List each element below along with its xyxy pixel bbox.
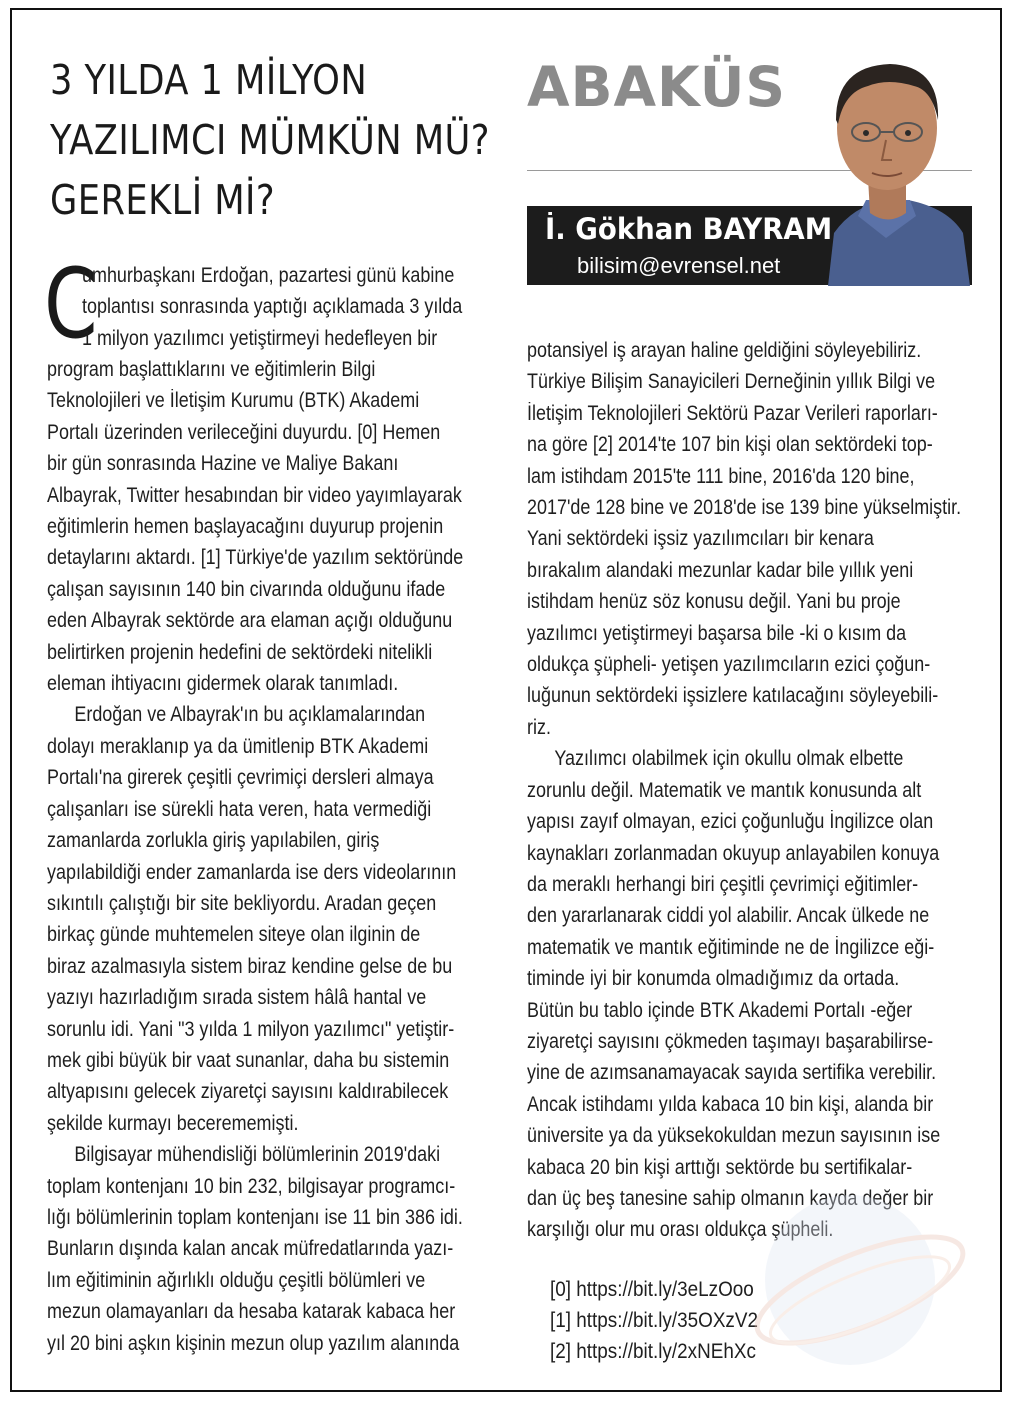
text-line: umhurbaşkanı Erdoğan, pazartesi günü kabine [82,264,455,287]
text-line: Yani sektördeki işsiz yazılımcıları bir kenara [527,527,874,551]
text-line: Ancak istihdamı yılda kabaca 10 bin kişi, alanda bir [527,1092,934,1116]
article-right-column [527,335,1014,1246]
text-line: yazılımcı yetiştirmeyi başarsa bile -ki o kısım da [527,621,907,645]
text-line: ziyaretçi sayısını çökmeden taşımayı başarabilirse- [527,1029,934,1053]
text-line: dan üç beş tanesine sahip olmanın kayda değer bir [527,1186,934,1210]
text-line: yapısı zayıf olmayan, ezici çoğunluğu İngilizce olan [527,810,934,834]
text-line: 1 milyon yazılımcı yetiştirmeyi hedefleyen bir [82,326,438,350]
article-intro-lines [82,260,527,354]
text-line: potansiyel iş arayan haline geldiğini söyleyebiliriz. [527,339,922,362]
text-line: Bunların dışında kalan ancak müfredatlarında yazı- [47,1237,454,1261]
text-line: biraz azalmasıyla sistem biraz kendine gelse de bu [47,954,453,978]
text-line: istihdam henüz söz konusu değil. Yani bu proje [527,590,901,614]
headline-line-2: YAZILIMCI MÜMKÜN MÜ? [50,116,490,164]
text-line: Erdoğan ve Albayrak'ın bu açıklamalarından [74,703,426,727]
text-line: mek gibi büyük bir vaat sunanlar, daha bu sistemin [47,1048,450,1072]
reference-link: [0] https://bit.ly/3eLzOoo [550,1278,754,1301]
drop-cap: C [44,248,98,360]
text-line: Albayrak, Twitter hesabından bir video yayımlayarak [47,483,462,507]
text-line: yıl 20 bini aşkın kişinin mezun olup yazılım alanında [47,1331,460,1355]
text-line: timinde iyi bir konumda olmadığımız da ortada. [527,967,900,991]
text-line: dolayı meraklanıp ya da ümitlenip BTK Akademi [47,734,429,758]
text-line: kaynakları zorlanmadan okuyup anlayabilen konuya [527,841,940,865]
text-line: eleman ihtiyacını gidermek olarak tanımladı. [47,672,399,696]
reference-link: [2] https://bit.ly/2xNEhXc [550,1340,756,1363]
text-line: eğitimlerin hemen başlayacağını duyurup projenin [47,515,444,539]
text-line: detaylarını aktardı. [1] Türkiye'de yazılım sektöründe [47,546,464,570]
text-line: şekilde kurmayı becerememişti. [47,1111,299,1135]
text-line: sıkıntılı çalıştığı bir site bekliyordu. Aradan geçen [47,891,437,915]
text-line: İletişim Teknolojileri Sektörü Pazar Verileri raporları- [527,401,938,425]
headline-line-3: GEREKLİ Mİ? [50,176,276,224]
text-line: luğunun sektördeki işsizlere katılacağını söyleyebili- [527,684,939,708]
text-line: altyapısını gelecek ziyaretçi sayısını kaldırabilecek [47,1080,449,1104]
reference-link: [1] https://bit.ly/35OXzV2 [550,1309,759,1332]
text-line: çalışan sayısının 140 bin civarında olduğunu ifade [47,577,446,601]
text-line: zorunlu değil. Matematik ve mantık konusunda alt [527,778,922,802]
text-line: 2017'de 128 bine ve 2018'de ise 139 bine yükselmiştir. [527,496,962,520]
text-line: toplam kontenjanı 10 bin 232, bilgisayar programcı- [47,1174,456,1198]
text-line: den yararlanarak ciddi yol alabilir. Ancak ülkede ne [527,904,930,928]
references-list [550,1274,781,1367]
column-name: ABAKÜS [527,55,786,119]
text-line: lım eğitiminin ağırlıklı olduğu çeşitli bölümleri ve [47,1268,426,1292]
text-line: Türkiye Bilişim Sanayicileri Derneğinin yıllık Bilgi ve [527,370,936,394]
text-line: mezun olamayanları da hesaba katarak kabaca her [47,1300,456,1324]
article-left-column [47,354,534,1359]
text-line: toplantısı sonrasında yaptığı açıklamada 3 yılda [82,295,463,319]
text-line: matematik ve mantık eğitiminde ne de İngilizce eği- [527,935,935,959]
text-line: kabaca 20 bin kişi arttığı sektörde bu sertifikalar- [527,1155,913,1179]
text-line: birkaç günde muhtemelen siteye olan ilginin de [47,923,421,947]
text-line: na göre [2] 2014'te 107 bin kişi olan sektördeki top- [527,433,933,457]
text-line: da meraklı herhangi biri çeşitli çevrimiçi eğitimler- [527,872,919,896]
text-line: üniversite ya da yüksekokuldan mezun sayısının ise [527,1124,941,1148]
text-line: belirtirken projenin hedefini de sektördeki nitelikli [47,640,433,664]
text-line: Bilgisayar mühendisliği bölümlerinin 2019'daki [74,1143,441,1167]
text-line: çalışanları ise sürekli hata veren, hata vermediği [47,797,432,821]
text-line: yazıyı hazırladığım sırada sistem hâlâ hantal ve [47,986,427,1010]
text-line: bir gün sonrasında Hazine ve Maliye Bakanı [47,452,399,476]
author-name: İ. Gökhan BAYRAM [545,212,833,246]
text-line: bırakalım alandaki mezunlar kadar bile yıllık yeni [527,558,914,582]
text-line: Teknolojileri ve İletişim Kurumu (BTK) Akademi [47,389,420,413]
author-email: bilisim@evrensel.net [577,253,781,278]
author-photo [798,28,976,286]
headline-line-1: 3 YILDA 1 MİLYON [50,56,368,104]
text-line: lığı bölümlerinin toplam kontenjanı ise 11 bin 386 idi. [47,1205,463,1229]
text-line: zamanlarda zorlukla giriş yapılabilen, giriş [47,829,380,853]
text-line: yine de azımsanamayacak sayıda sertifika verebilir. [527,1061,937,1085]
headline [50,50,490,230]
text-line: yapılabildiği ender zamanlarda ise ders videolarının [47,860,457,884]
text-line: sorunlu idi. Yani "3 yılda 1 milyon yazılımcı" yetiştir- [47,1017,455,1041]
text-line: Bütün bu tablo içinde BTK Akademi Portalı -eğer [527,998,913,1022]
text-line: karşılığı olur mu orası oldukça şüpheli. [527,1218,834,1242]
text-line: riz. [527,715,551,739]
text-line: lam istihdam 2015'te 111 bine, 2016'da 120 bine, [527,464,915,488]
text-line: program başlattıklarını ve eğitimlerin Bilgi [47,358,376,381]
text-line: Portalı'na girerek çeşitli çevrimiçi dersleri almaya [47,766,434,790]
text-line: oldukça şüpheli- yetişen yazılımcıların ezici çoğun- [527,653,931,677]
text-line: Yazılımcı olabilmek için okullu olmak elbette [554,747,904,771]
text-line: Portalı üzerinden verileceğini duyurdu. [0] Hemen [47,420,441,444]
text-line: eden Albayrak sektörde ara elaman açığı olduğunu [47,609,453,633]
